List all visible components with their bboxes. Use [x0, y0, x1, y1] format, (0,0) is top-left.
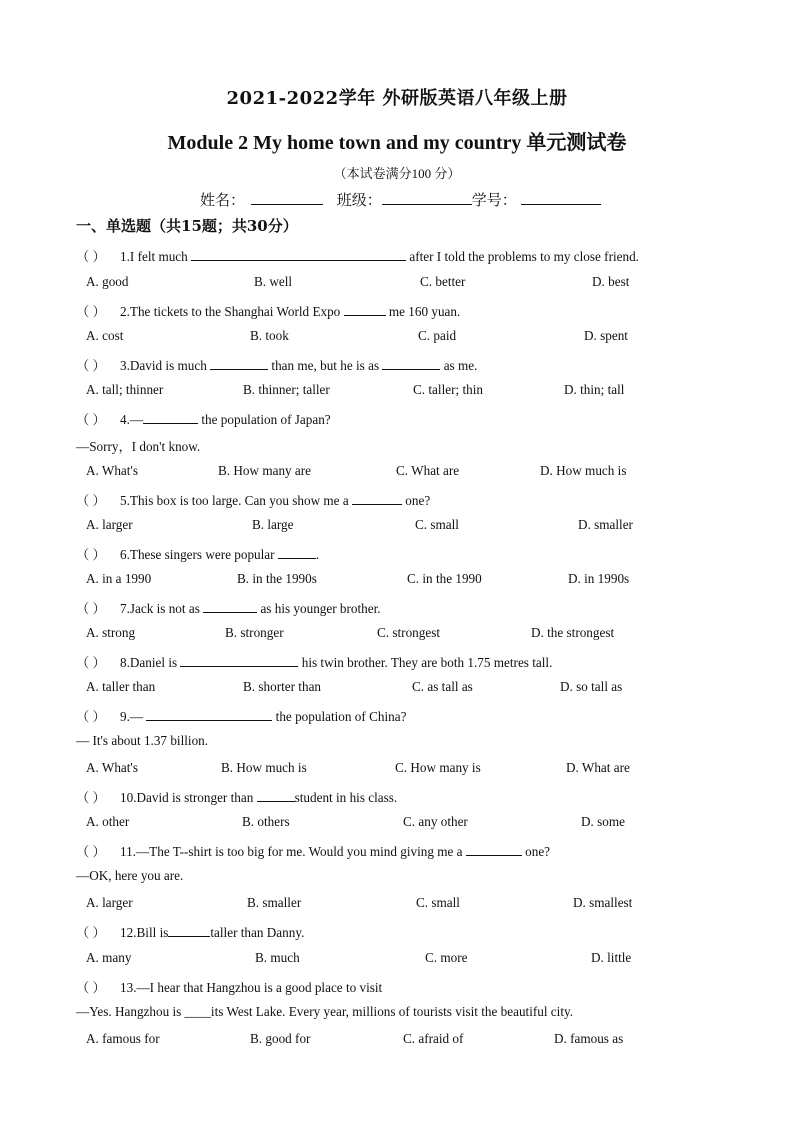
blank	[344, 303, 386, 316]
dialogue-response: —Sorry，I don't know.	[76, 439, 201, 454]
option-b[interactable]: B. stronger	[225, 625, 284, 640]
option-c[interactable]: C. any other	[403, 814, 468, 829]
option-c[interactable]: C. afraid of	[403, 1031, 464, 1046]
question-8: （ ） 8.Daniel is his twin brother. They are both 1.75 metres tall.	[76, 652, 552, 671]
option-c[interactable]: C. taller; thin	[413, 382, 483, 397]
option-d[interactable]: D. in 1990s	[568, 571, 630, 586]
option-a[interactable]: A. What's	[86, 463, 138, 478]
option-b[interactable]: B. large	[252, 517, 294, 532]
option-c[interactable]: C. more	[425, 950, 468, 965]
option-a[interactable]: A. What's	[86, 760, 138, 775]
class-label: 班级：	[336, 193, 382, 209]
option-a[interactable]: A. cost	[86, 328, 124, 343]
exam-title: 2021-2022学年 外研版英语八年级上册	[226, 88, 568, 109]
option-a[interactable]: A. many	[86, 950, 132, 965]
question-13: （ ） 13.—I hear that Hangzhou is a good place to visit	[76, 977, 382, 996]
number-field[interactable]	[521, 192, 601, 205]
option-d[interactable]: D. so tall as	[560, 679, 623, 694]
blank	[191, 248, 406, 261]
name-field[interactable]	[251, 192, 323, 205]
option-c[interactable]: C. How many is	[395, 760, 481, 775]
dialogue-response: —Yes. Hangzhou is ____its West Lake. Every year, millions of tourists visit the beautiful city.	[76, 1004, 574, 1019]
score-note: （本试卷满分100 分）	[333, 166, 461, 181]
option-a[interactable]: A. tall; thinner	[86, 382, 164, 397]
option-d[interactable]: D. little	[591, 950, 632, 965]
option-a[interactable]: A. good	[86, 274, 129, 289]
option-d[interactable]: D. some	[581, 814, 625, 829]
option-b[interactable]: B. took	[250, 328, 289, 343]
option-b[interactable]: B. much	[255, 950, 300, 965]
option-c[interactable]: C. as tall as	[412, 679, 473, 694]
answer-bracket[interactable]: （ ）	[76, 304, 106, 319]
question-9: （ ） 9.— the population of China?	[76, 706, 406, 725]
question-7: （ ） 7.Jack is not as as his younger brother.	[76, 598, 381, 617]
option-a[interactable]: A. taller than	[86, 679, 156, 694]
option-c[interactable]: C. What are	[396, 463, 460, 478]
question-4: （ ） 4.— the population of Japan?	[76, 409, 331, 428]
answer-bracket[interactable]: （ ）	[76, 925, 106, 940]
answer-bracket[interactable]: （ ）	[76, 493, 106, 508]
dialogue-response: — It's about 1.37 billion.	[76, 733, 209, 748]
question-12: （ ） 12.Bill is taller than Danny.	[76, 922, 304, 941]
dialogue-response: —OK, here you are.	[76, 868, 184, 883]
option-c[interactable]: C. better	[420, 274, 466, 289]
question-10: （ ） 10.David is stronger than student in his class.	[76, 787, 397, 806]
blank	[352, 492, 402, 505]
option-a[interactable]: A. in a 1990	[86, 571, 152, 586]
option-d[interactable]: D. What are	[566, 760, 630, 775]
option-d[interactable]: D. best	[592, 274, 630, 289]
option-d[interactable]: D. the strongest	[531, 625, 615, 640]
blank	[466, 843, 522, 856]
answer-bracket[interactable]: （ ）	[76, 655, 106, 670]
blank	[210, 357, 268, 370]
option-d[interactable]: D. spent	[584, 328, 628, 343]
answer-bracket[interactable]: （ ）	[76, 709, 106, 724]
question-5: （ ） 5.This box is too large. Can you show me a one?	[76, 490, 430, 509]
option-d[interactable]: D. smaller	[578, 517, 633, 532]
answer-bracket[interactable]: （ ）	[76, 249, 106, 264]
blank	[278, 546, 316, 559]
blank	[180, 654, 298, 667]
class-field[interactable]	[382, 192, 472, 205]
option-b[interactable]: B. smaller	[247, 895, 302, 910]
option-c[interactable]: C. small	[416, 895, 460, 910]
blank	[382, 357, 440, 370]
question-2: （ ） 2.The tickets to the Shanghai World Expo me 160 yuan.	[76, 301, 460, 320]
option-c[interactable]: C. paid	[418, 328, 457, 343]
question-6: （ ） 6.These singers were popular .	[76, 544, 319, 563]
option-b[interactable]: B. How much is	[221, 760, 307, 775]
option-d[interactable]: D. thin; tall	[564, 382, 625, 397]
option-a[interactable]: A. larger	[86, 895, 133, 910]
option-c[interactable]: C. strongest	[377, 625, 441, 640]
option-b[interactable]: B. How many are	[218, 463, 312, 478]
option-b[interactable]: B. in the 1990s	[237, 571, 317, 586]
option-b[interactable]: B. good for	[250, 1031, 311, 1046]
option-b[interactable]: B. others	[242, 814, 290, 829]
blank	[146, 708, 272, 721]
option-a[interactable]: A. larger	[86, 517, 133, 532]
section-title: 一、单选题（共15题；共30分）	[76, 217, 298, 235]
question-1: （ ） 1.I felt much after I told the problems to my close friend.	[76, 246, 639, 265]
blank	[257, 789, 295, 802]
answer-bracket[interactable]: （ ）	[76, 980, 106, 995]
option-a[interactable]: A. famous for	[86, 1031, 160, 1046]
answer-bracket[interactable]: （ ）	[76, 412, 106, 427]
option-d[interactable]: D. How much is	[540, 463, 627, 478]
option-b[interactable]: B. well	[254, 274, 293, 289]
answer-bracket[interactable]: （ ）	[76, 844, 106, 859]
option-b[interactable]: B. shorter than	[243, 679, 322, 694]
answer-bracket[interactable]: （ ）	[76, 601, 106, 616]
answer-bracket[interactable]: （ ）	[76, 358, 106, 373]
question-3: （ ） 3.David is much than me, but he is as as me.	[76, 355, 477, 374]
exam-subtitle: Module 2 My home town and my country 单元测试卷	[167, 132, 627, 154]
option-a[interactable]: A. other	[86, 814, 130, 829]
option-c[interactable]: C. small	[415, 517, 459, 532]
option-d[interactable]: D. famous as	[554, 1031, 624, 1046]
blank	[203, 600, 257, 613]
option-d[interactable]: D. smallest	[573, 895, 633, 910]
option-a[interactable]: A. strong	[86, 625, 136, 640]
blank	[143, 411, 198, 424]
option-b[interactable]: B. thinner; taller	[243, 382, 330, 397]
question-11: （ ） 11.—The T--shirt is too big for me. Would you mind giving me a one?	[76, 841, 550, 860]
number-label: 学号：	[471, 193, 517, 209]
option-c[interactable]: C. in the 1990	[407, 571, 482, 586]
name-label: 姓名：	[200, 193, 246, 209]
blank	[168, 924, 210, 937]
answer-bracket[interactable]: （ ）	[76, 790, 106, 805]
student-info-row	[200, 189, 601, 210]
answer-bracket[interactable]: （ ）	[76, 547, 106, 562]
